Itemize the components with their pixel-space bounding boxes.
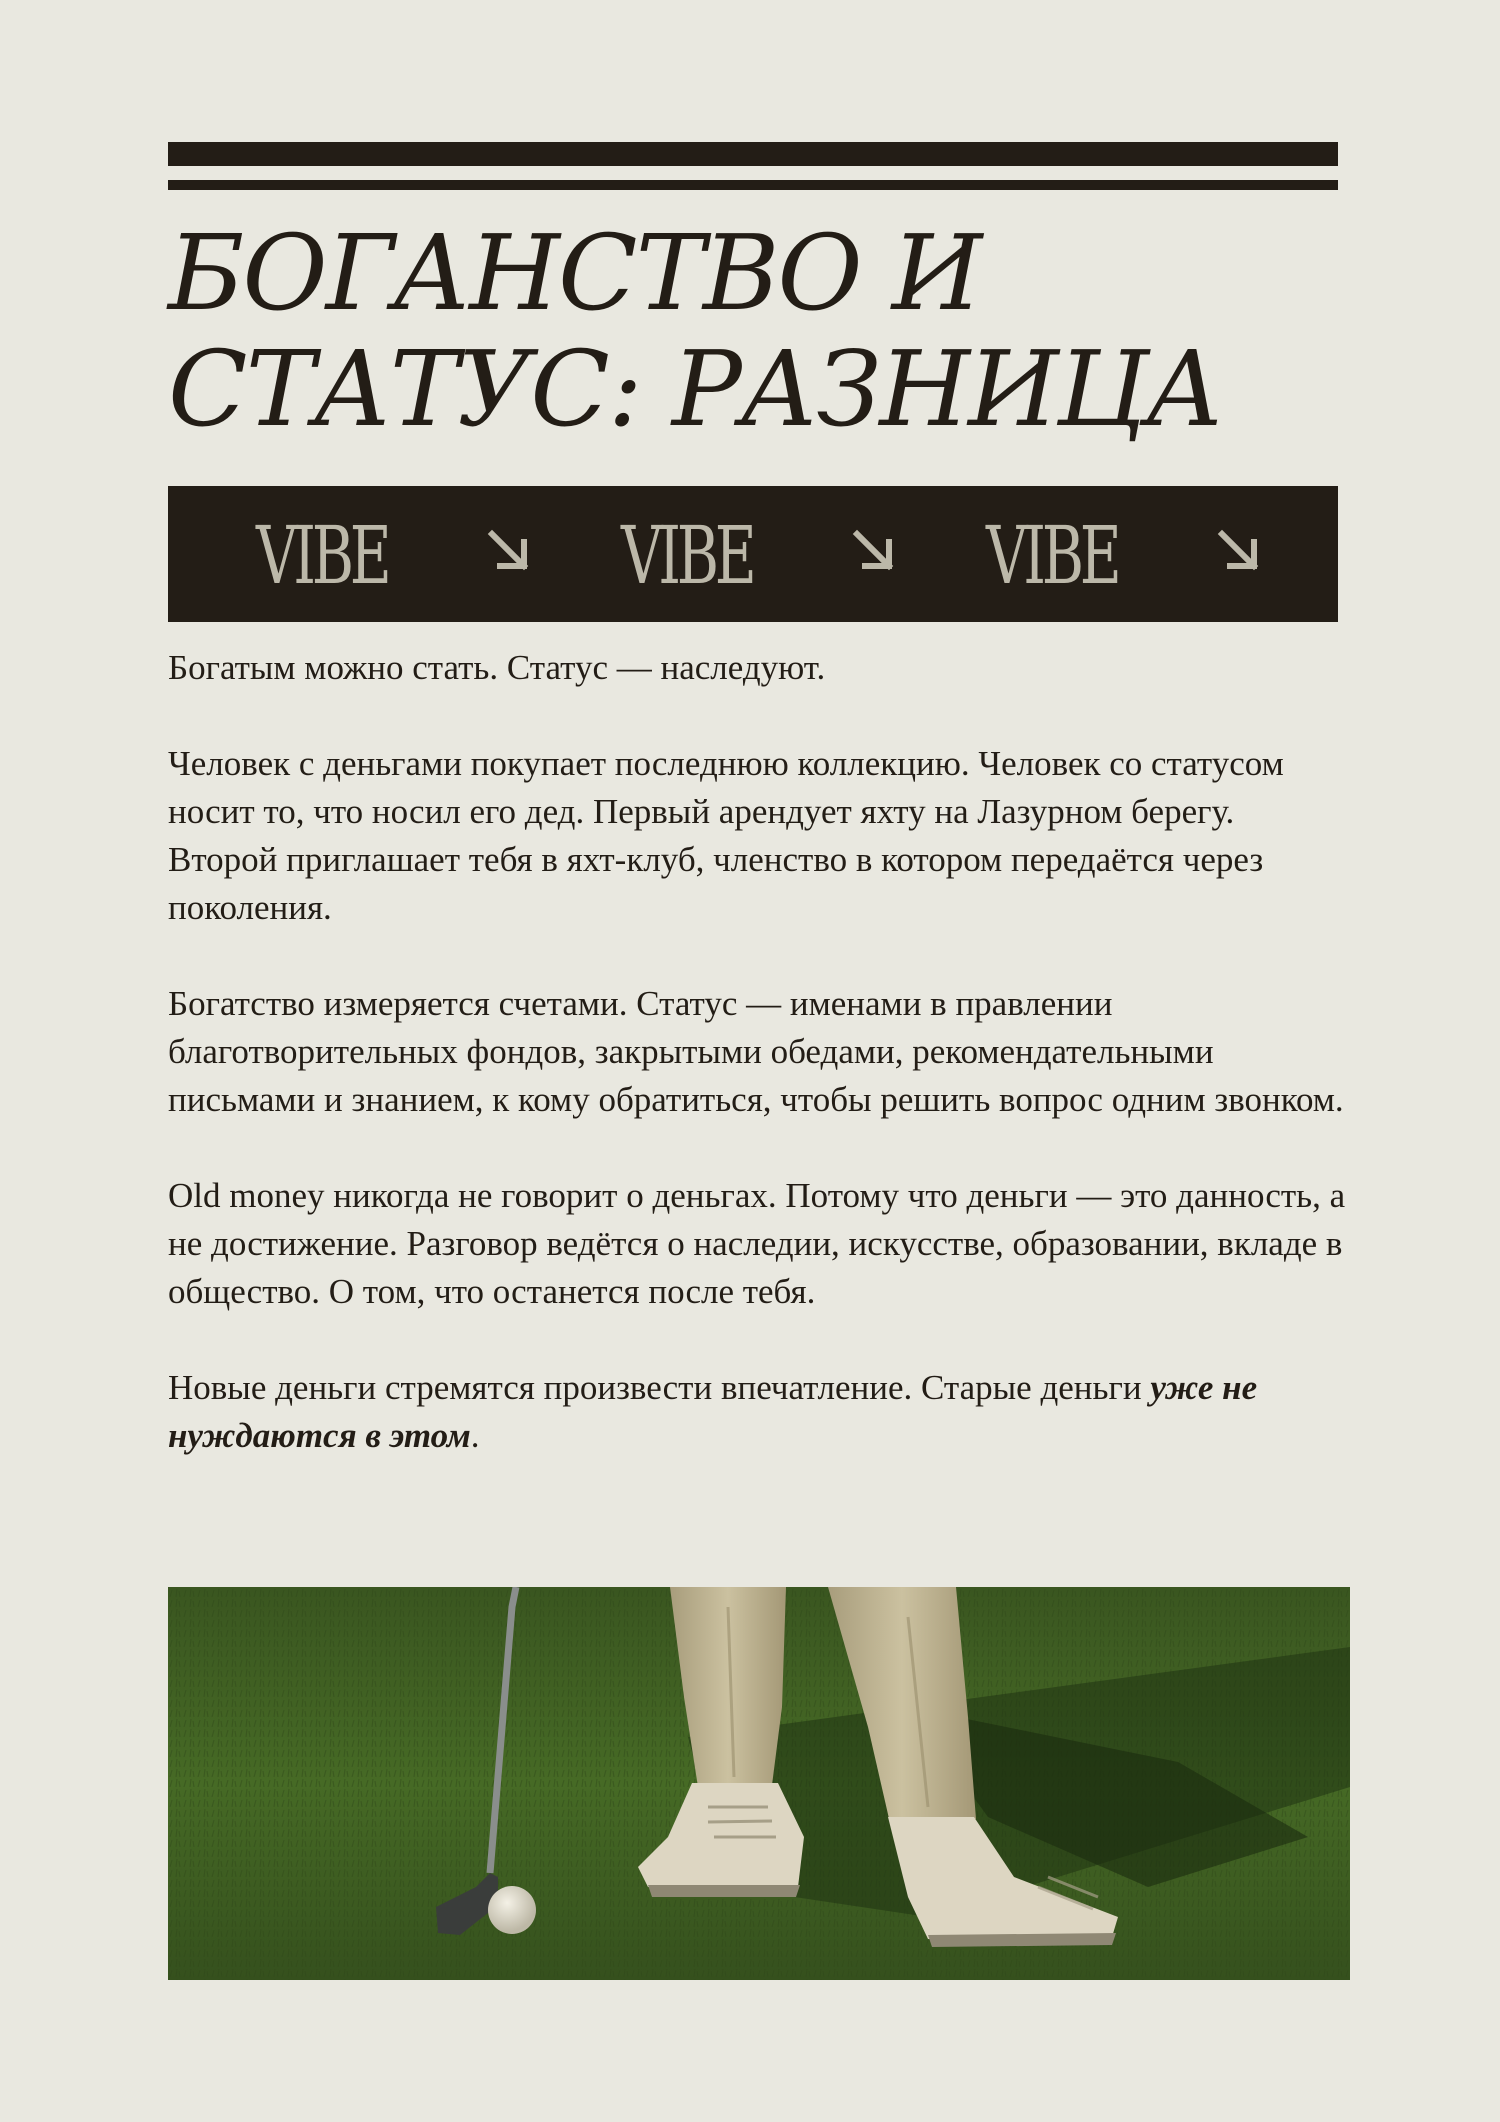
paragraph-2: Человек с деньгами покупает последнюю коллекцию. Человек со статусом носит то, что носил его дед. Первый арендует яхту на Лазурном берегу. Второй приглашает тебя в яхт-клуб, членство в котором передаётся через поколения. [168,744,1284,927]
vibe-label-2: VIBE [621,509,753,602]
arrow-down-right-icon [1216,528,1262,574]
paragraph-5-emphasis: уже не нуждаются в этом [168,1368,1258,1455]
vibe-banner [168,486,1338,622]
top-rule-thin [168,180,1338,190]
golf-ball [488,1886,536,1934]
arrow-down-right-icon [486,528,532,574]
paragraph-5-end: . [470,1416,480,1455]
golf-photo-illustration [168,1587,1350,1980]
vibe-label-3: VIBE [986,509,1118,602]
vibe-label-1: VIBE [256,509,388,602]
top-rule-thick [168,142,1338,166]
arrow-down-right-icon [851,528,897,574]
article-body [168,644,1348,1508]
golf-photo [168,1587,1350,1980]
paragraph-5-start: Новые деньги стремятся произвести впечатление. Старые деньги [168,1368,1151,1407]
page-title: БОГАНСТВО И СТАТУС: РАЗНИЦА [168,212,1223,450]
paragraph-4: Old money никогда не говорит о деньгах. Потому что деньги — это данность, а не достижение. Разговор ведётся о наследии, искусстве, образовании, вкладе в общество. О том, что останется после тебя. [168,1176,1346,1311]
paragraph-3: Богатство измеряется счетами. Статус — именами в правлении благотворительных фондов, закрытыми обедами, рекомендательными письмами и знанием, к кому обратиться, чтобы решить вопрос одним звонком. [168,984,1344,1119]
paragraph-1: Богатым можно стать. Статус — наследуют. [168,648,826,687]
paragraph-5 [168,1364,1348,1460]
